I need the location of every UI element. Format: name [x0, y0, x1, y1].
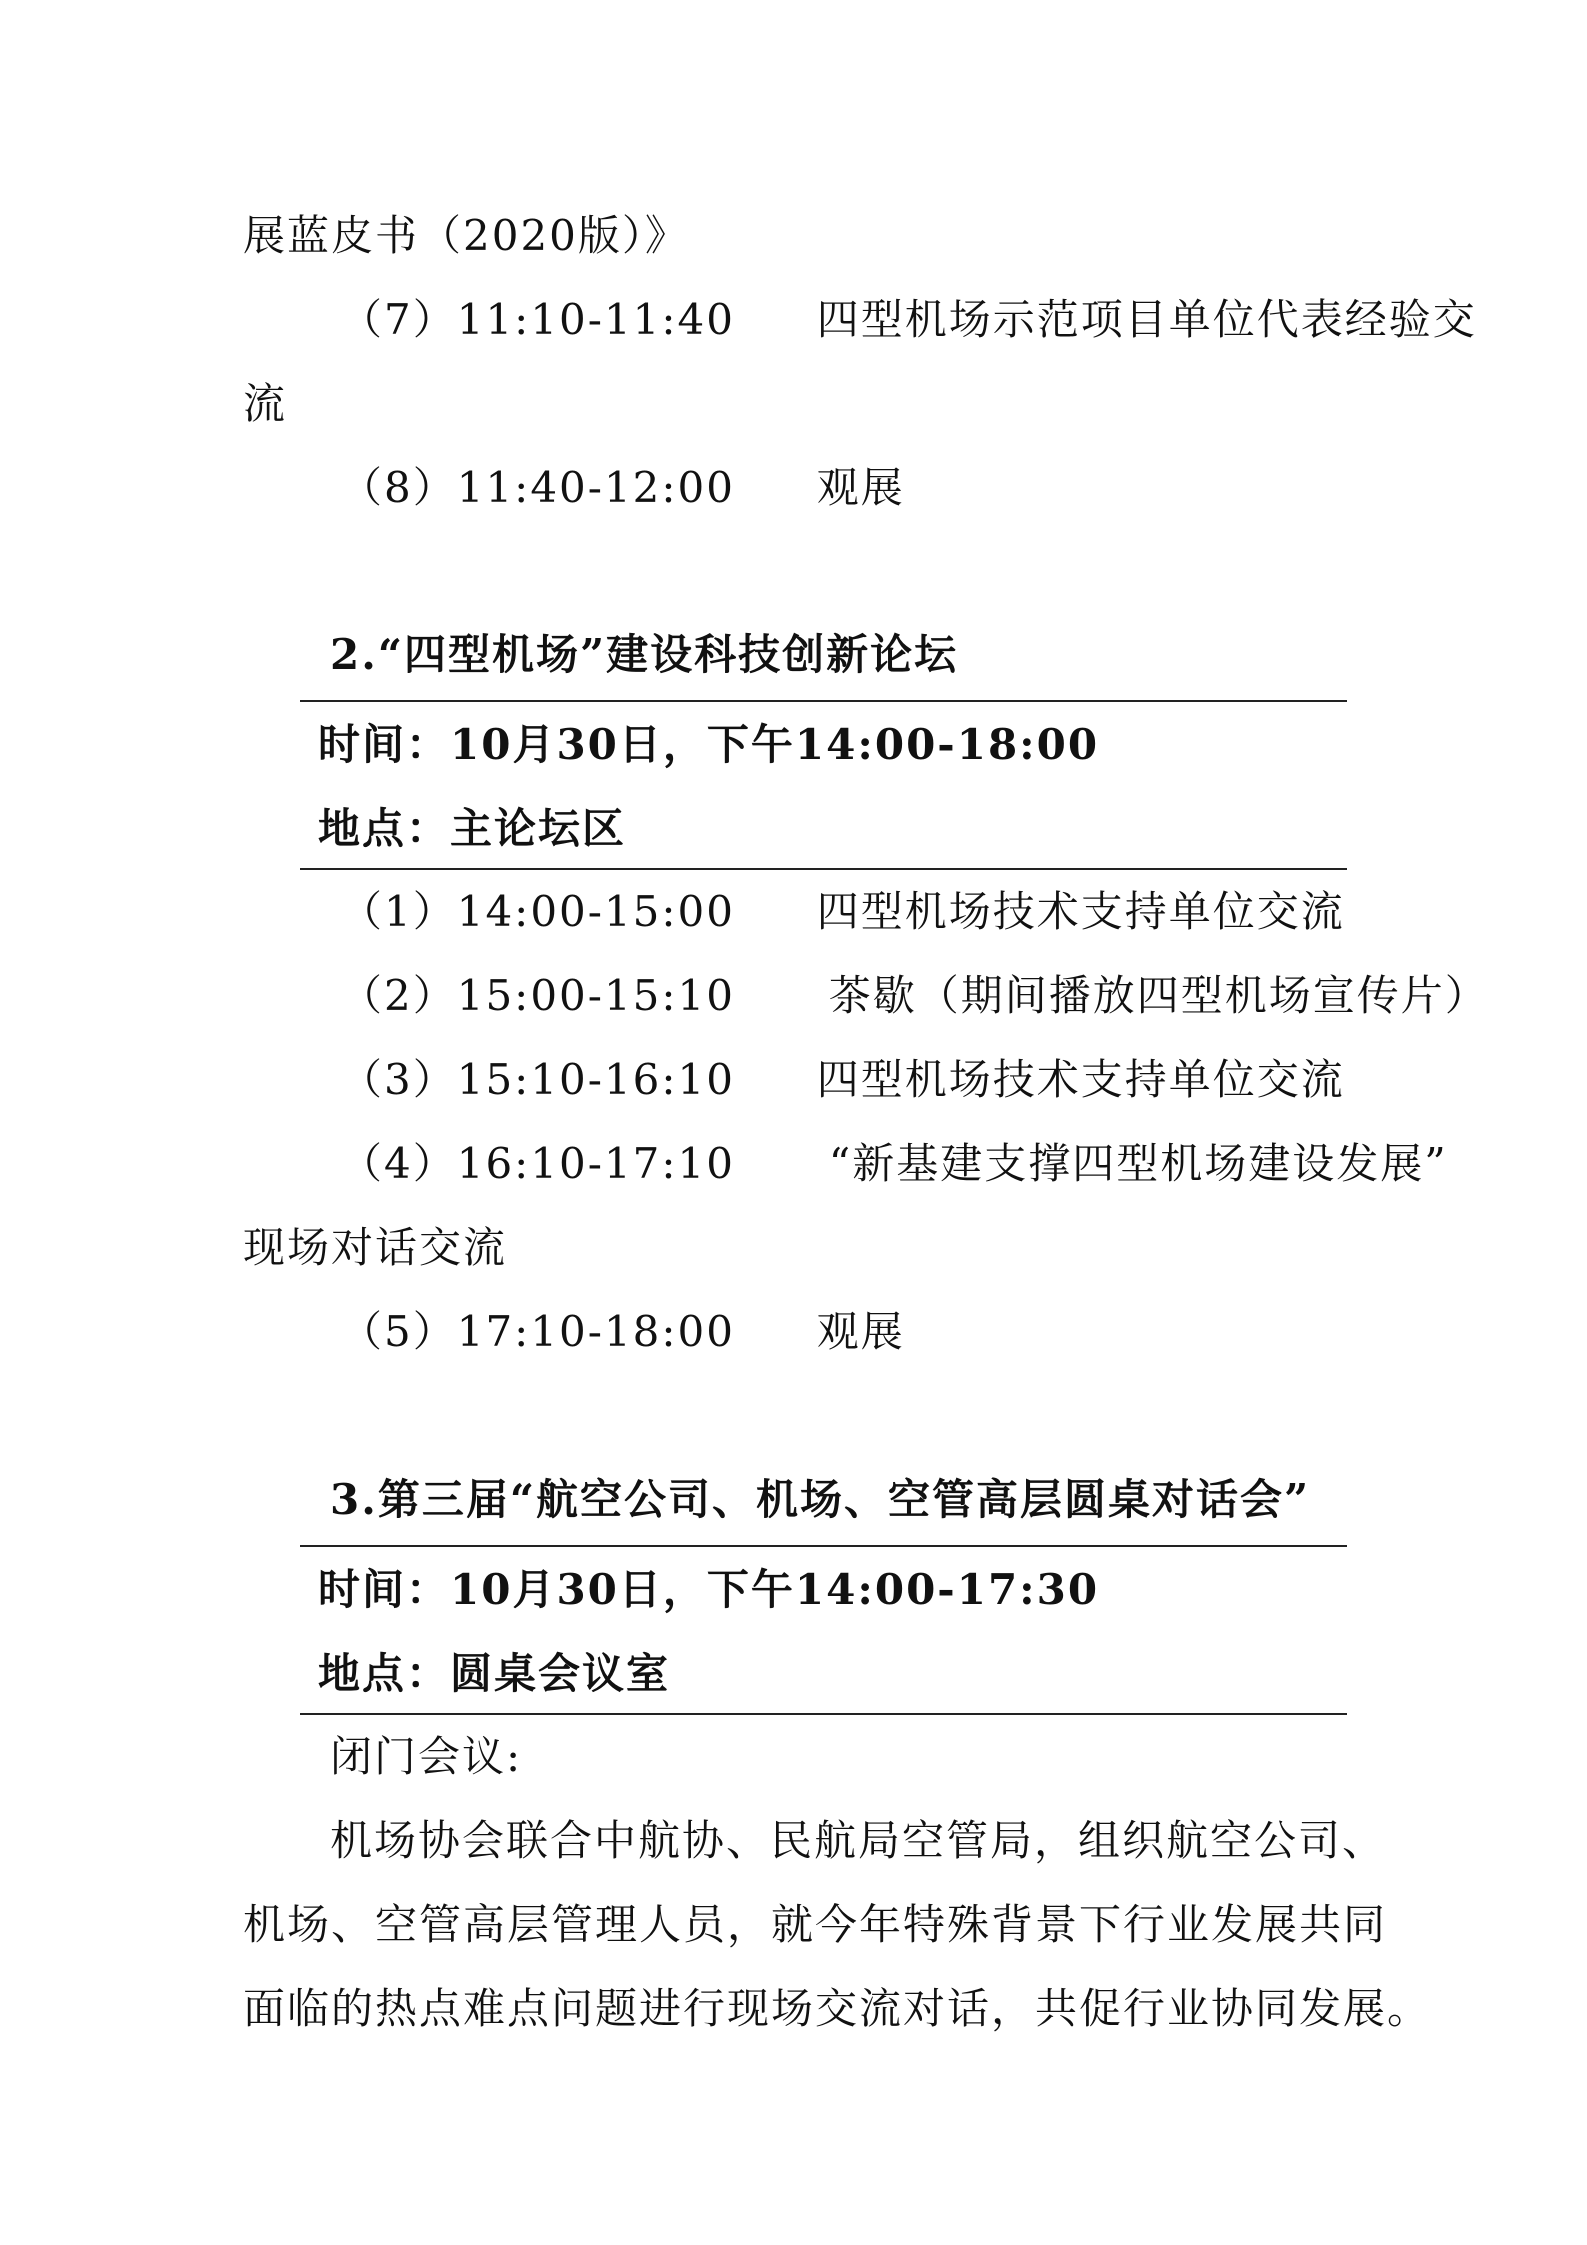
section1-continuation: 展蓝皮书（2020版）》	[243, 211, 689, 260]
item-text: 四型机场技术支持单位交流	[816, 887, 1345, 936]
paragraph-line-3: 面临的热点难点问题进行现场交流对话，共促行业协同发展。	[243, 1984, 1432, 2033]
section3-title: 3.第三届“航空公司、机场、空管高层圆桌对话会”	[330, 1475, 1311, 1524]
agenda-item-7-wrap: 流	[243, 379, 288, 428]
item-text: 四型机场示范项目单位代表经验交	[816, 295, 1477, 344]
item-number: （7）	[340, 295, 457, 344]
item-text: “新基建支撑四型机场建设发展”	[828, 1139, 1448, 1188]
agenda-item-4	[340, 1134, 1448, 1194]
divider	[300, 700, 1347, 702]
closed-meeting-label: 闭门会议:	[330, 1732, 523, 1781]
agenda-item-4-wrap: 现场对话交流	[243, 1223, 508, 1272]
paragraph-line-1: 机场协会联合中航协、民航局空管局，组织航空公司、	[330, 1816, 1387, 1865]
divider	[300, 1713, 1347, 1715]
agenda-item-8	[340, 458, 905, 518]
section3-location: 地点：圆桌会议室	[318, 1649, 671, 1698]
item-text: 四型机场技术支持单位交流	[816, 1055, 1345, 1104]
section3-time: 时间：10月30日，下午14:00-17:30	[318, 1565, 1100, 1614]
item-time: 16:10-17:10	[456, 1139, 735, 1188]
item-text: 观展	[816, 463, 905, 512]
item-time: 11:40-12:00	[456, 463, 735, 512]
item-time: 17:10-18:00	[456, 1307, 735, 1356]
section2-title: 2.“四型机场”建设科技创新论坛	[330, 630, 959, 679]
item-time: 14:00-15:00	[456, 887, 735, 936]
agenda-item-1	[340, 882, 1345, 942]
item-time: 15:00-15:10	[456, 971, 735, 1020]
item-number: （8）	[340, 463, 457, 512]
item-text: 茶歇（期间播放四型机场宣传片）	[828, 971, 1489, 1020]
section2-location: 地点：主论坛区	[318, 804, 627, 853]
section2-time: 时间：10月30日，下午14:00-18:00	[318, 720, 1100, 769]
item-number: （5）	[340, 1307, 457, 1356]
item-number: （4）	[340, 1139, 457, 1188]
item-number: （2）	[340, 971, 457, 1020]
item-number: （1）	[340, 887, 457, 936]
agenda-item-5	[340, 1302, 905, 1362]
divider	[300, 1545, 1347, 1547]
agenda-item-7	[340, 290, 1477, 350]
agenda-item-3	[340, 1050, 1345, 1110]
item-number: （3）	[340, 1055, 457, 1104]
agenda-item-2	[340, 966, 1489, 1026]
item-text: 观展	[816, 1307, 905, 1356]
paragraph-line-2: 机场、空管高层管理人员，就今年特殊背景下行业发展共同	[243, 1900, 1388, 1949]
item-time: 11:10-11:40	[456, 295, 735, 344]
item-time: 15:10-16:10	[456, 1055, 735, 1104]
divider	[300, 868, 1347, 870]
